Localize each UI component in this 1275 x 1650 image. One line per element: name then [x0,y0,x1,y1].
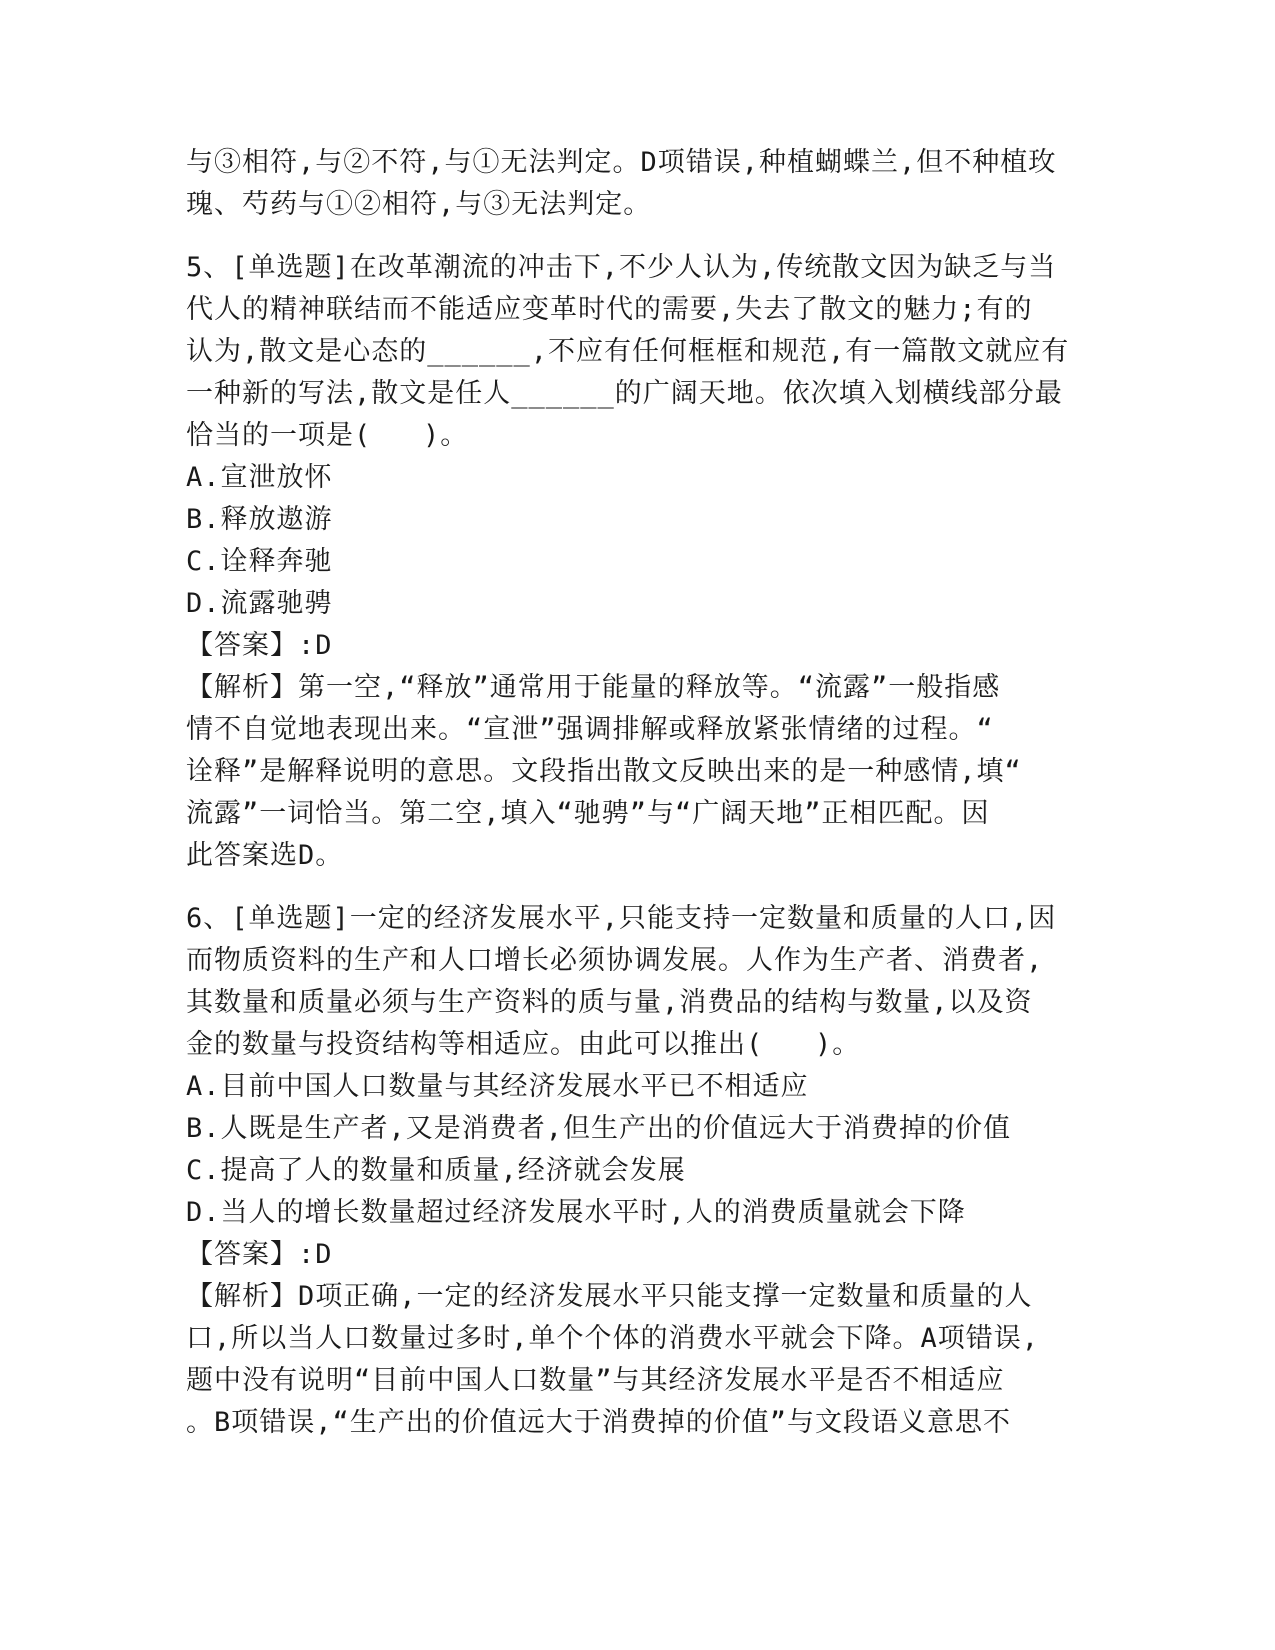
text-line: 题中没有说明“目前中国人口数量”与其经济发展水平是否不相适应 [186,1365,1005,1396]
question-5 [186,247,1091,877]
text-line: 与③相符,与②不符,与①无法判定。D项错误,种植蝴蝶兰,但不种植玫 [186,147,1057,178]
text-line: 恰当的一项是( )。 [186,420,469,451]
question-6 [186,898,1091,1444]
option-a: A.宣泄放怀 [186,462,333,493]
option-list [186,1066,1091,1234]
text-line: 瑰、芍药与①②相符,与③无法判定。 [186,189,652,220]
option-d: D.当人的增长数量超过经济发展水平时,人的消费质量就会下降 [186,1197,966,1228]
option-list [186,457,1091,625]
analysis [186,1276,1091,1444]
text-line: 诠释”是解释说明的意思。文段指出散文反映出来的是一种感情,填“ [186,756,1022,787]
text-line: 6、[单选题]一定的经济发展水平,只能支持一定数量和质量的人口,因 [186,903,1057,934]
text-line: 此答案选D。 [186,840,344,871]
text-line: 。B项错误,“生产出的价值远大于消费掉的价值”与文段语义意思不 [186,1407,1012,1438]
option-d: D.流露驰骋 [186,588,333,619]
text-line: 【解析】D项正确,一定的经济发展水平只能支撑一定数量和质量的人 [186,1281,1033,1312]
option-b: B.人既是生产者,又是消费者,但生产出的价值远大于消费掉的价值 [186,1113,1012,1144]
option-c: C.提高了人的数量和质量,经济就会发展 [186,1155,686,1186]
text-line: 其数量和质量必须与生产资料的质与量,消费品的结构与数量,以及资 [186,987,1033,1018]
page-content [186,142,1091,1444]
text-line: 5、[单选题]在改革潮流的冲击下,不少人认为,传统散文因为缺乏与当 [186,252,1057,283]
answer-line: 【答案】:D [186,630,333,661]
text-line: 代人的精神联结而不能适应变革时代的需要,失去了散文的魅力;有的 [186,294,1033,325]
analysis [186,667,1091,877]
paragraph-gap [186,877,1091,898]
answer-line: 【答案】:D [186,1239,333,1270]
text-line: 流露”一词恰当。第二空,填入“驰骋”与“广阔天地”正相匹配。因 [186,798,990,829]
text-line: 而物质资料的生产和人口增长必须协调发展。人作为生产者、消费者, [186,945,1044,976]
option-b: B.释放遨游 [186,504,333,535]
question-stem [186,898,1091,1066]
text-line: 【解析】第一空,“释放”通常用于能量的释放等。“流露”一般指感 [186,672,1001,703]
prev-analysis-tail [186,142,1091,226]
text-line: 金的数量与投资结构等相适应。由此可以推出( )。 [186,1029,861,1060]
question-stem [186,247,1091,457]
paragraph-gap [186,226,1091,247]
text-line: 口,所以当人口数量过多时,单个个体的消费水平就会下降。A项错误, [186,1323,1040,1354]
option-a: A.目前中国人口数量与其经济发展水平已不相适应 [186,1071,809,1102]
option-c: C.诠释奔驰 [186,546,333,577]
text-line: 认为,散文是心态的______,不应有任何框框和规范,有一篇散文就应有 [186,336,1070,367]
text-line: 一种新的写法,散文是任人______的广阔天地。依次填入划横线部分最 [186,378,1063,409]
text-line: 情不自觉地表现出来。“宣泄”强调排解或释放紧张情绪的过程。“ [186,714,994,745]
